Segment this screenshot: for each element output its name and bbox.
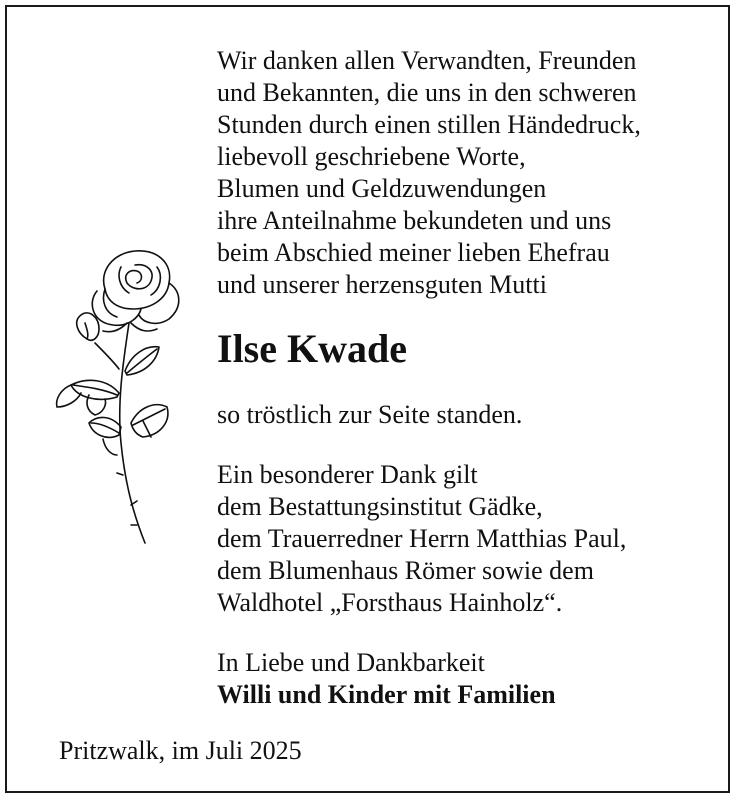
closing-block	[217, 647, 556, 711]
thanks-line: dem Trauerredner Herrn Matthias Paul,	[217, 524, 627, 553]
thanks-paragraph	[217, 459, 626, 619]
intro-paragraph	[217, 45, 727, 301]
thanks-line: dem Bestattungsinstitut Gädke,	[217, 492, 543, 521]
deceased-name: Ilse Kwade	[217, 326, 407, 371]
thanks-line: Ein besonderer Dank gilt	[217, 460, 478, 489]
thanks-line: dem Blumenhaus Römer sowie dem	[217, 556, 594, 585]
support-line: so tröstlich zur Seite standen.	[217, 400, 523, 429]
intro-line: Wir danken allen Verwandten, Freunden	[217, 46, 637, 75]
closing-line: In Liebe und Dankbarkeit	[217, 648, 485, 677]
intro-line: Stunden durch einen stillen Händedruck,	[217, 110, 641, 139]
signature: Willi und Kinder mit Familien	[217, 680, 556, 709]
notice-frame	[5, 5, 730, 793]
intro-line: Blumen und Geldzuwendungen	[217, 174, 547, 203]
rose-illustration	[47, 243, 187, 553]
intro-line: ihre Anteilnahme bekundeten und uns	[217, 206, 612, 235]
intro-line: beim Abschied meiner lieben Ehefrau	[217, 238, 610, 267]
intro-line: liebevoll geschriebene Worte,	[217, 142, 526, 171]
place-date: Pritzwalk, im Juli 2025	[59, 736, 302, 765]
thanks-line: Waldhotel „Forsthaus Hainholz“.	[217, 588, 563, 617]
intro-line: und Bekannten, die uns in den schweren	[217, 78, 637, 107]
intro-line: und unserer herzensguten Mutti	[217, 270, 547, 299]
